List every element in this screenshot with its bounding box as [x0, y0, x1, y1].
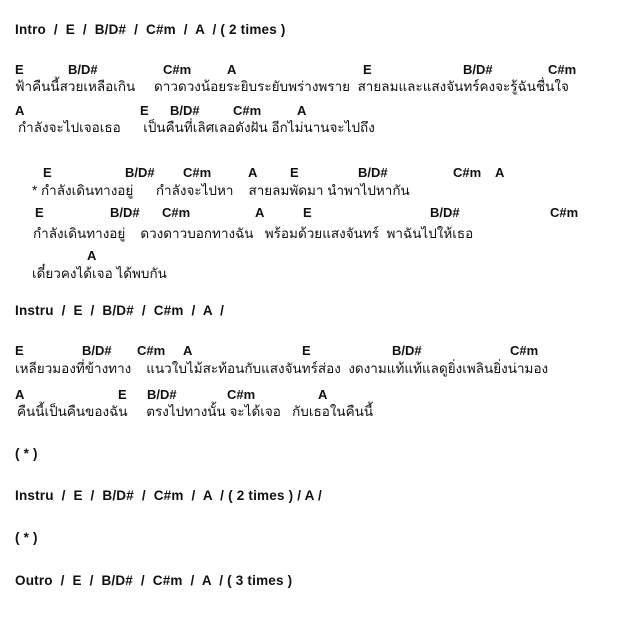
chord: E — [363, 62, 372, 77]
chord: B/D# — [463, 62, 493, 77]
chord: B/D# — [430, 205, 460, 220]
chord-line — [0, 206, 620, 221]
chord: E — [303, 205, 312, 220]
chord: C#m — [550, 205, 579, 220]
chord: E — [290, 165, 299, 180]
section-heading: Outro / E / B/D# / C#m / A / ( 3 times ) — [15, 573, 293, 588]
section-heading: Intro / E / B/D# / C#m / A / ( 2 times ) — [15, 22, 286, 37]
chord-line — [0, 63, 620, 78]
lyric-line: กำลังจะไปเจอเธอ เป็นคืนที่เลิศเลอดังฝัน อีกไม่นานจะไปถึง — [18, 120, 375, 135]
chord: B/D# — [170, 103, 200, 118]
chord: C#m — [163, 62, 192, 77]
repeat-marker: ( * ) — [15, 446, 38, 461]
repeat-marker: ( * ) — [15, 530, 38, 545]
chord-line — [0, 166, 620, 181]
chord: A — [255, 205, 265, 220]
chord: E — [302, 343, 311, 358]
lyric-line: เหลียวมองที่ข้างทาง แนวใบไม้สะท้อนกับแสงจันทร์ส่อง งดงามแท้แท้แลดูยิ่งเพลินยิ่งน่ามอง — [15, 361, 549, 376]
chord: A — [318, 387, 328, 402]
chord: B/D# — [68, 62, 98, 77]
lyric-line: ฟ้าคืนนี้สวยเหลือเกิน ดาวดวงน้อยระยิบระยับพร่างพราย สายลมและแสงจันทร์คงจะรู้ฉันชื่นใจ — [15, 79, 569, 94]
chord: C#m — [137, 343, 166, 358]
chord: B/D# — [358, 165, 388, 180]
chord: A — [248, 165, 258, 180]
chord: C#m — [227, 387, 256, 402]
section-heading: Instru / E / B/D# / C#m / A / ( 2 times ) / A / — [15, 488, 323, 503]
chord-line — [0, 104, 620, 119]
chord: C#m — [453, 165, 482, 180]
lyric-line: * กำลังเดินทางอยู่ กำลังจะไปหา สายลมพัดมา นำพาไปหากัน — [32, 183, 410, 198]
chord-line — [0, 388, 620, 403]
chord: C#m — [183, 165, 212, 180]
chord: C#m — [162, 205, 191, 220]
chord: A — [297, 103, 307, 118]
chord-line — [0, 344, 620, 359]
chord: A — [15, 103, 25, 118]
section-heading: Instru / E / B/D# / C#m / A / — [15, 303, 225, 318]
lyric-line: กำลังเดินทางอยู่ ดวงดาวบอกทางฉัน พร้อมด้วยแสงจันทร์ พาฉันไปให้เธอ — [33, 226, 474, 241]
chord: E — [118, 387, 127, 402]
chord: B/D# — [147, 387, 177, 402]
chord: A — [495, 165, 505, 180]
chord: E — [15, 62, 24, 77]
chord: E — [140, 103, 149, 118]
chord: C#m — [548, 62, 577, 77]
chord: E — [43, 165, 52, 180]
chord: E — [15, 343, 24, 358]
chord: B/D# — [125, 165, 155, 180]
lyric-line: เดี๋ยวคงได้เจอ ได้พบกัน — [32, 266, 167, 281]
chord-line — [0, 249, 620, 264]
chord: C#m — [510, 343, 539, 358]
chord: C#m — [233, 103, 262, 118]
chord: B/D# — [82, 343, 112, 358]
chord: E — [35, 205, 44, 220]
chord: A — [227, 62, 237, 77]
chord: A — [87, 248, 97, 263]
chord: A — [183, 343, 193, 358]
chord: B/D# — [110, 205, 140, 220]
chord: A — [15, 387, 25, 402]
chord: B/D# — [392, 343, 422, 358]
lyric-line: คืนนี้เป็นคืนของฉัน ตรงไปทางนั้น จะได้เจอ กับเธอในคืนนี้ — [17, 404, 374, 419]
